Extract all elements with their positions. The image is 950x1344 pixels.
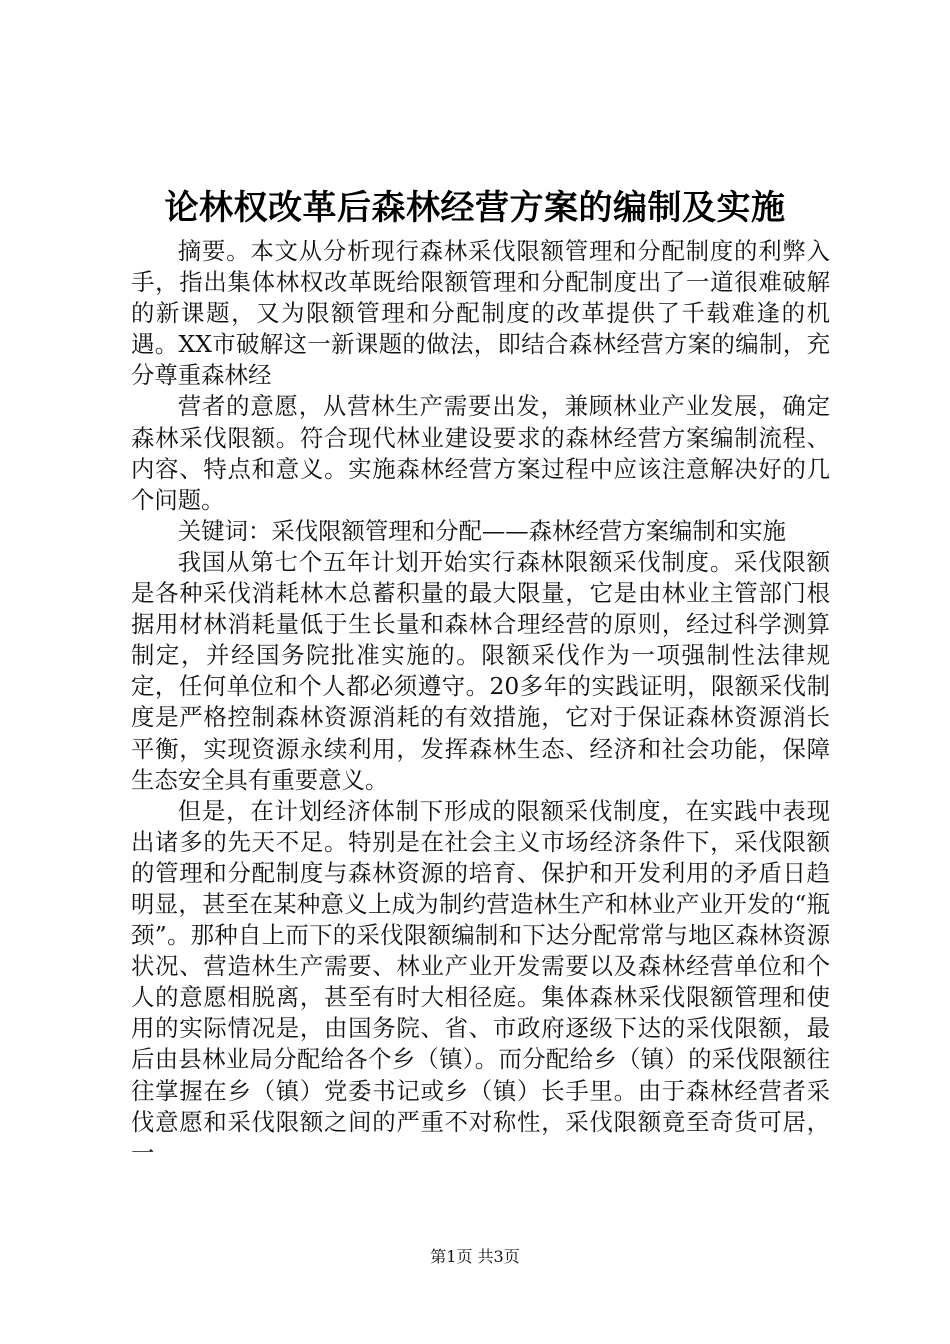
document-title: 论林权改革后森林经营方案的编制及实施 — [164, 188, 786, 228]
keywords-paragraph: 关键词：采伐限额管理和分配——森林经营方案编制和实施 — [177, 516, 786, 545]
abstract-continuation-paragraph: 营者的意愿，从营林生产需要出发，兼顾林业产业发展，确定森林采伐限额。符合现代林业建设要求的森林经营方案编制流程、内容、特点和意义。实施森林经营方案过程中应该注意解决好的几个问题。 — [131, 392, 830, 514]
body-paragraph: 我国从第七个五年计划开始实行森林限额采伐制度。采伐限额是各种采伐消耗林木总蓄积量的最大限量，它是由林业主管部门根据用材林消耗量低于生长量和森林合理经营的原则，经过科学测算制定，并经国务院批准实施的。限额采伐作为一项强制性法律规定，任何单位和个人都必须遵守。20多年的实践证明，限额采伐制度是严格控制森林资源消耗的有效措施，它对于保证森林资源消长平衡，实现资源永续利用，发挥森林生态、经济和社会功能，保障生态安全具有重要意义。 — [131, 547, 830, 794]
page-number-footer: 第1页 共3页 — [430, 1247, 520, 1266]
body-paragraph: 但是，在计划经济体制下形成的限额采伐制度，在实践中表现出诸多的先天不足。特别是在社会主义市场经济条件下，采伐限额的管理和分配制度与森林资源的培育、保护和开发利用的矛盾日趋明显，甚至在某种意义上成为制约营造林生产和林业产业开发的“瓶颈”。那种自上而下的采伐限额编制和下达分配常常与地区森林资源状况、营造林生产需要、林业产业开发需要以及森林经营单位和个人的意愿相脱离，甚至有时大相径庭。集体森林采伐限额管理和使用的实际情况是，由国务院、省、市政府逐级下达的采伐限额，最后由县林业局分配给各个乡（镇）。而分配给乡（镇）的采伐限额往往掌握在乡（镇）党委书记或乡（镇）长手里。由于森林经营者采伐意愿和采伐限额之间的严重不对称性，采伐限额竟至奇货可居，一 — [131, 796, 830, 1167]
document-body — [131, 236, 830, 1169]
abstract-paragraph: 摘要。本文从分析现行森林采伐限额管理和分配制度的利弊入手，指出集体林权改革既给限额管理和分配制度出了一道很难破解的新课题，又为限额管理和分配制度的改革提供了千载难逢的机遇。XX市破解这一新课题的做法，即结合森林经营方案的编制，充分尊重森林经 — [131, 237, 830, 390]
